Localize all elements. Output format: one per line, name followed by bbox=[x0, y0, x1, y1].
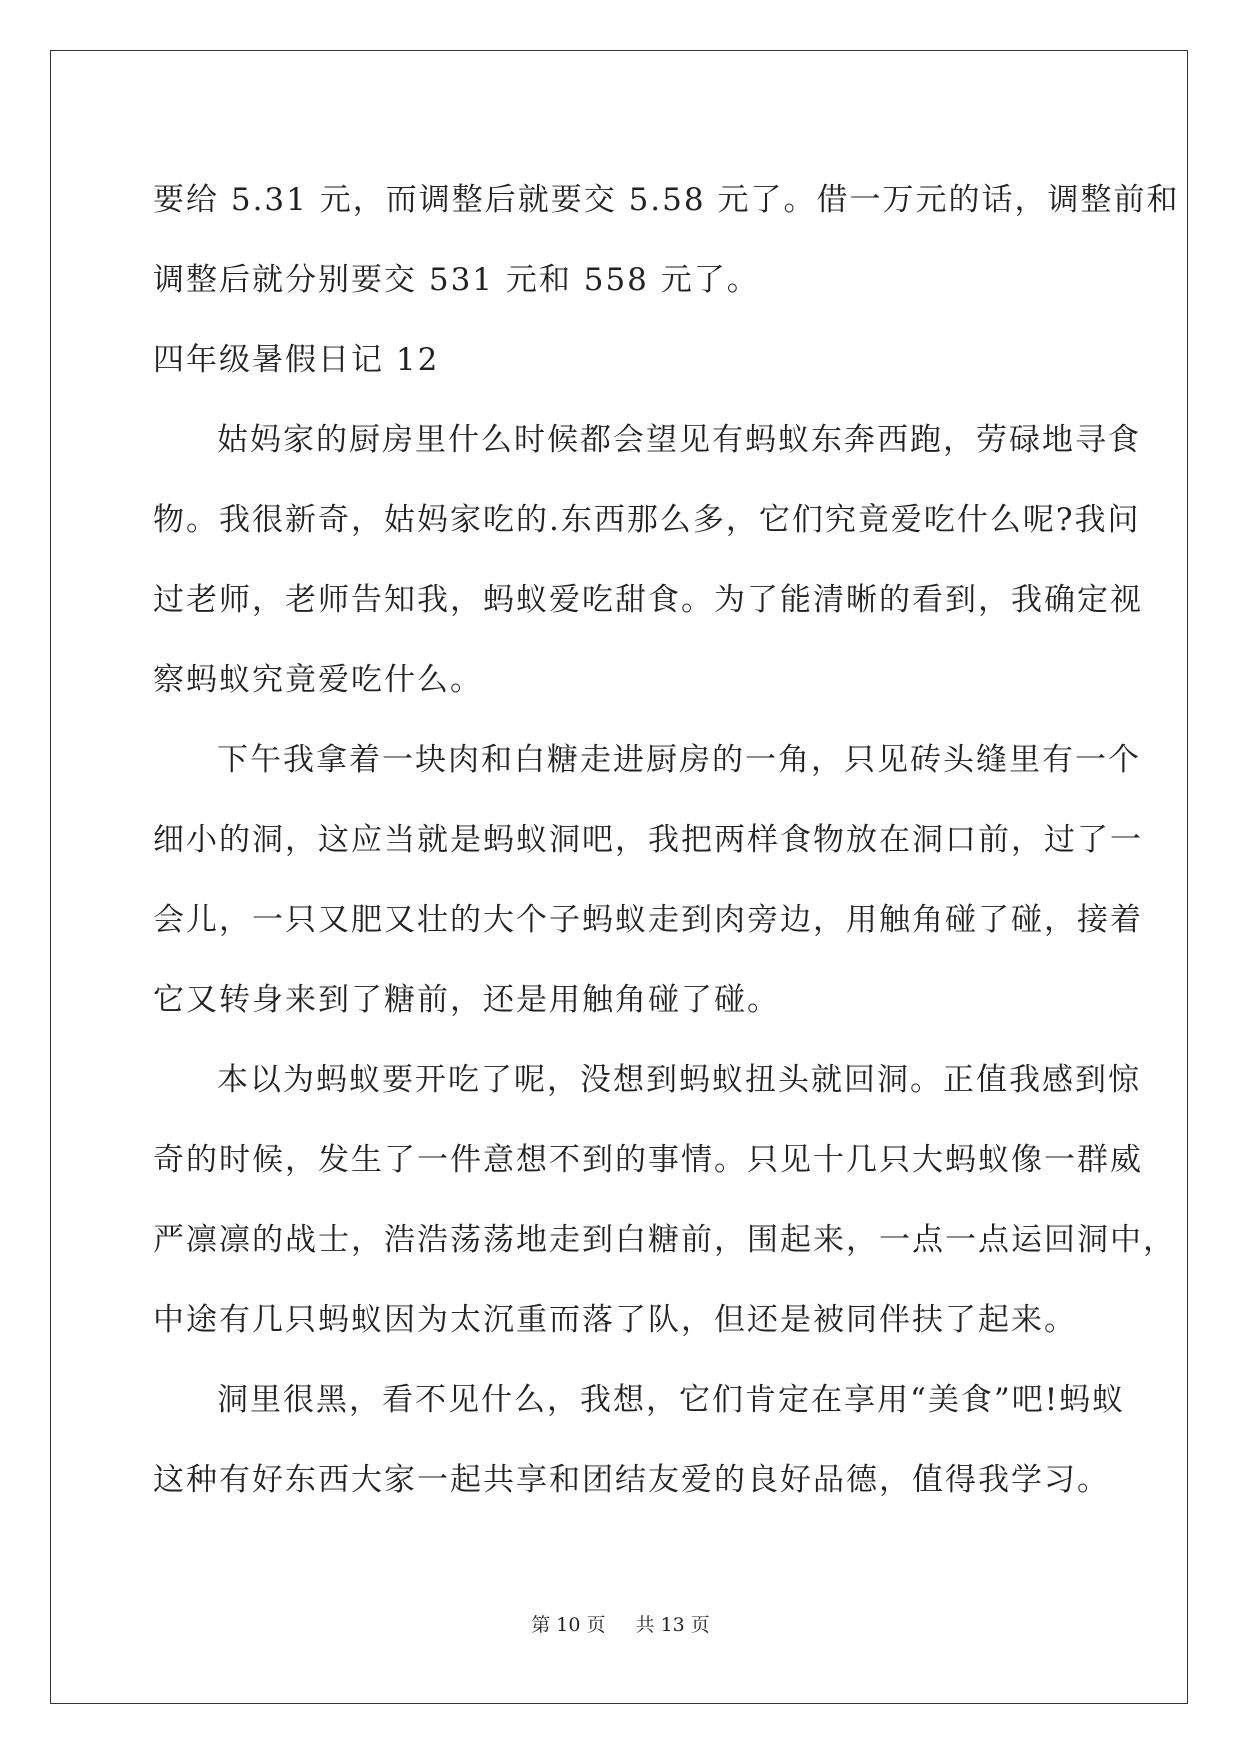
text-line: 会儿，一只又肥又壮的大个子蚂蚁走到肉旁边，用触角碰了碰，接着 bbox=[153, 902, 1143, 938]
page-number-total: 共 13 页 bbox=[635, 1614, 710, 1636]
text-line: 严凛凛的战士，浩浩荡荡地走到白糖前，围起来，一点一点运回洞中， bbox=[153, 1222, 1176, 1258]
paragraph-start-line: 姑妈家的厨房里什么时候都会望见有蚂蚁东奔西跑，劳碌地寻食 bbox=[217, 422, 1141, 458]
text-line: 物。我很新奇，姑妈家吃的.东西那么多，它们究竟爱吃什么呢?我问 bbox=[153, 502, 1141, 538]
text-line: 调整后就分别要交 531 元和 558 元了。 bbox=[153, 262, 760, 298]
text-line: 察蚂蚁究竟爱吃什么。 bbox=[153, 662, 483, 698]
text-line: 它又转身来到了糖前，还是用触角碰了碰。 bbox=[153, 982, 780, 1018]
page-footer bbox=[0, 1610, 1241, 1637]
text-line: 这种有好东西大家一起共享和团结友爱的良好品德，值得我学习。 bbox=[153, 1462, 1110, 1498]
section-title: 四年级暑假日记 12 bbox=[153, 342, 440, 378]
text-line: 中途有几只蚂蚁因为太沉重而落了队，但还是被同伴扶了起来。 bbox=[153, 1302, 1077, 1338]
text-line: 奇的时候，发生了一件意想不到的事情。只见十几只大蚂蚁像一群威 bbox=[153, 1142, 1143, 1178]
paragraph-start-line: 下午我拿着一块肉和白糖走进厨房的一角，只见砖头缝里有一个 bbox=[217, 742, 1141, 778]
paragraph-start-line: 本以为蚂蚁要开吃了呢，没想到蚂蚁扭头就回洞。正值我感到惊 bbox=[217, 1062, 1141, 1098]
text-line: 细小的洞，这应当就是蚂蚁洞吧，我把两样食物放在洞口前，过了一 bbox=[153, 822, 1143, 858]
text-line: 要给 5.31 元，而调整后就要交 5.58 元了。借一万元的话，调整前和 bbox=[153, 182, 1180, 218]
document-body bbox=[153, 160, 1180, 1520]
text-line: 过老师，老师告知我，蚂蚁爱吃甜食。为了能清晰的看到，我确定视 bbox=[153, 582, 1143, 618]
paragraph-start-line: 洞里很黑，看不见什么，我想，它们肯定在享用“美食”吧!蚂蚁 bbox=[217, 1382, 1126, 1418]
page-number-current: 第 10 页 bbox=[531, 1614, 606, 1636]
